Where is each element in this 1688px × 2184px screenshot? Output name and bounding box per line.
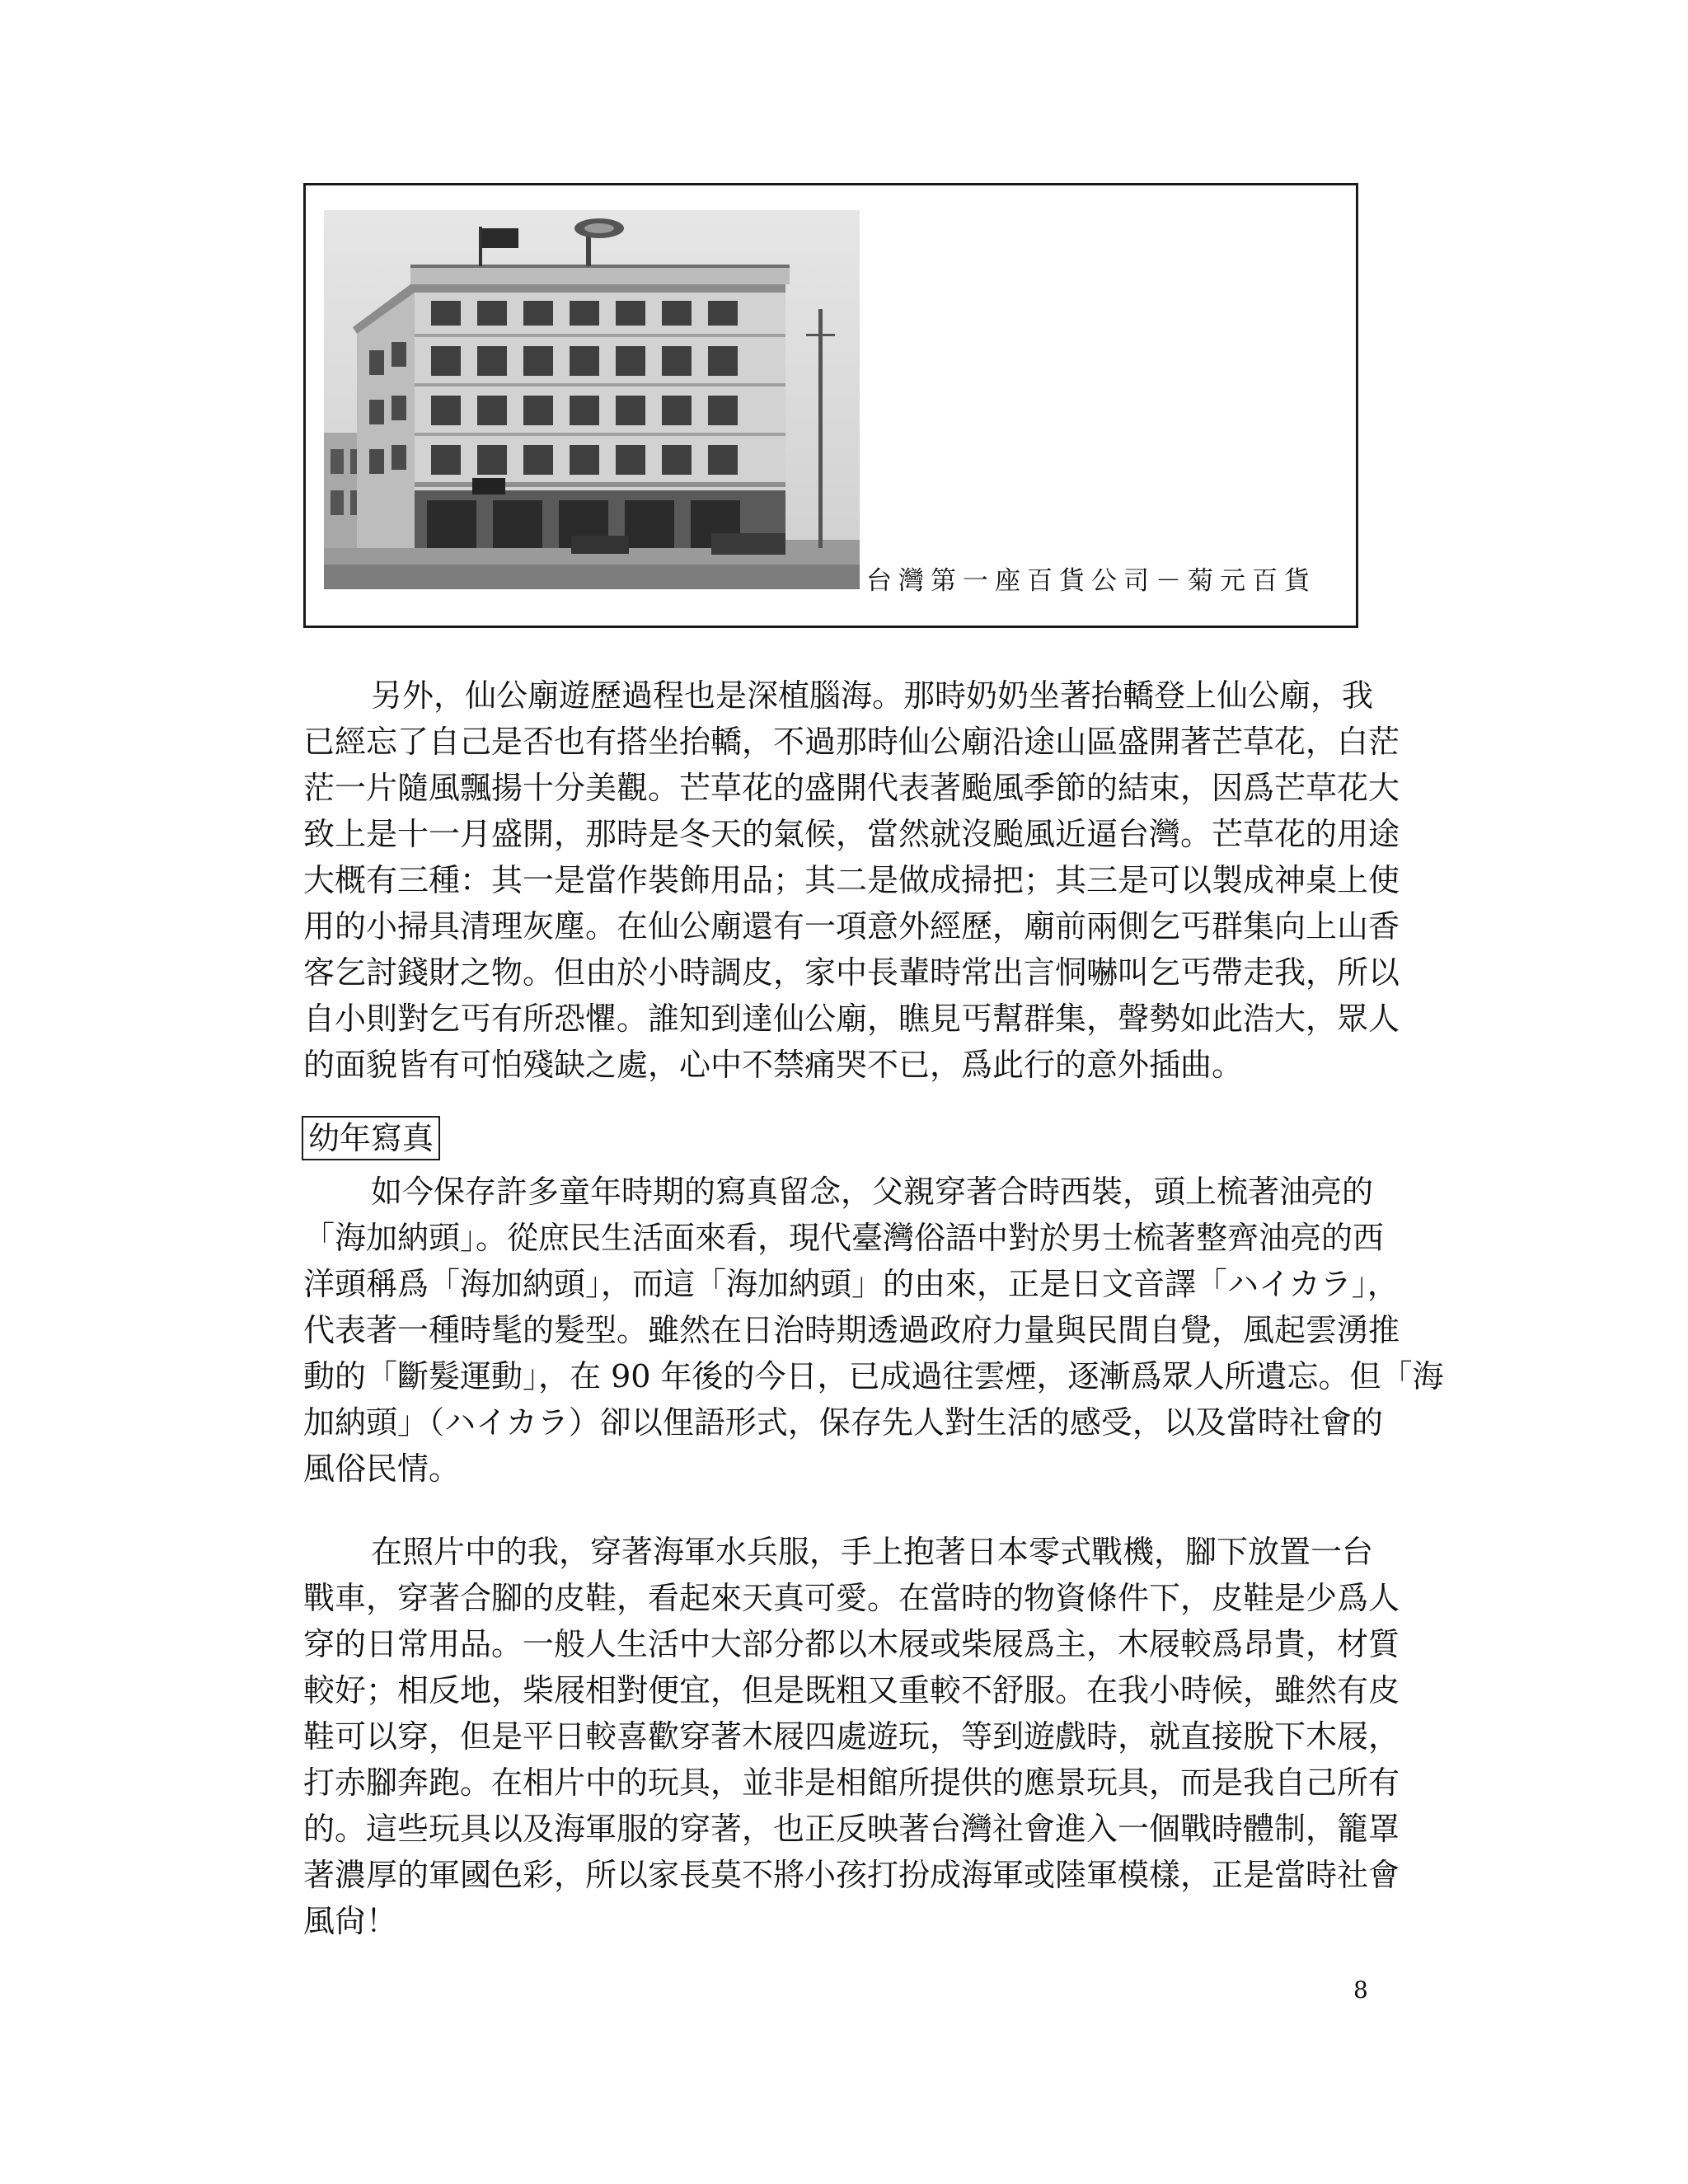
text-line: 風俗民情。 [303, 1451, 461, 1487]
section-heading: 幼年寫真 [302, 1116, 440, 1160]
text-line: 加納頭」（ハイカラ）卻以俚語形式，保存先人對生活的感受，以及當時社會的 [303, 1404, 1383, 1441]
building-illustration [324, 210, 860, 589]
text-line: 風尙！ [303, 1903, 398, 1939]
text-line: 茫一片隨風飄揚十分美觀。芒草花的盛開代表著颱風季節的結束，因爲芒草花大 [303, 770, 1400, 806]
text-line: 已經忘了自己是否也有搭坐抬轎，不過那時仙公廟沿途山區盛開著芒草花，白茫 [303, 724, 1400, 760]
text-line: 著濃厚的軍國色彩，所以家長莫不將小孩打扮成海軍或陸軍模樣，正是當時社會 [303, 1857, 1400, 1893]
text-line: 代表著一種時髦的髮型。雖然在日治時期透過政府力量與民間自覺，風起雲湧推 [303, 1312, 1400, 1348]
text-line: 另外，仙公廟遊歷過程也是深植腦海。那時奶奶坐著抬轎登上仙公廟，我 [371, 677, 1374, 714]
text-line: 大概有三種：其一是當作裝飾用品；其二是做成掃把；其三是可以製成神桌上使 [303, 862, 1400, 898]
text-line: 打赤腳奔跑。在相片中的玩具，並非是相館所提供的應景玩具，而是我自己所有 [303, 1765, 1400, 1801]
text-line: 動的「斷髮運動」，在 90 年後的今日，已成過往雲煙，逐漸爲眾人所遺忘。但「海 [303, 1358, 1444, 1394]
text-line: 較好；相反地，柴屐相對便宜，但是既粗又重較不舒服。在我小時候，雖然有皮 [303, 1672, 1400, 1708]
paragraph-childhood-photos [303, 1169, 1444, 1492]
text-line: 「海加納頭」。從庶民生活面來看，現代臺灣俗語中對於男士梳著整齊油亮的西 [303, 1220, 1385, 1256]
text-line: 穿的日常用品。一般人生活中大部分都以木屐或柴屐爲主，木屐較爲昂貴，材質 [303, 1626, 1400, 1662]
page-number: 8 [1353, 1976, 1368, 2004]
department-store-photo [324, 210, 860, 589]
figure-frame [303, 183, 1358, 628]
text-line: 用的小掃具清理灰塵。在仙公廟還有一項意外經歷，廟前兩側乞丐群集向上山香 [303, 908, 1400, 944]
text-line: 的面貌皆有可怕殘缺之處，心中不禁痛哭不已，爲此行的意外插曲。 [303, 1047, 1244, 1083]
text-line: 洋頭稱爲「海加納頭」，而這「海加納頭」的由來，正是日文音譯「ハイカラ」， [303, 1266, 1399, 1302]
paragraph-sailor-outfit [303, 1529, 1400, 1944]
text-line: 鞋可以穿，但是平日較喜歡穿著木屐四處遊玩，等到遊戲時，就直接脫下木屐， [303, 1718, 1400, 1755]
figure-caption: 台灣第一座百貨公司－菊元百貨 [866, 566, 1316, 596]
text-line: 的。這些玩具以及海軍服的穿著，也正反映著台灣社會進入一個戰時體制，籠罩 [303, 1811, 1400, 1847]
text-line: 戰車，穿著合腳的皮鞋，看起來天真可愛。在當時的物資條件下，皮鞋是少爲人 [303, 1580, 1400, 1616]
text-line: 致上是十一月盛開，那時是冬天的氣候，當然就沒颱風近逼台灣。芒草花的用途 [303, 816, 1400, 852]
paragraph-immortal-temple [303, 673, 1400, 1088]
text-line: 如今保存許多童年時期的寫真留念，父親穿著合時西裝，頭上梳著油亮的 [371, 1174, 1374, 1210]
text-line: 客乞討錢財之物。但由於小時調皮，家中長輩時常出言恫嚇叫乞丐帶走我，所以 [303, 954, 1400, 991]
text-line: 在照片中的我，穿著海軍水兵服，手上抱著日本零式戰機，腳下放置一台 [371, 1534, 1374, 1570]
text-line: 自小則對乞丐有所恐懼。誰知到達仙公廟，瞧見丐幫群集，聲勢如此浩大，眾人 [303, 1001, 1400, 1037]
